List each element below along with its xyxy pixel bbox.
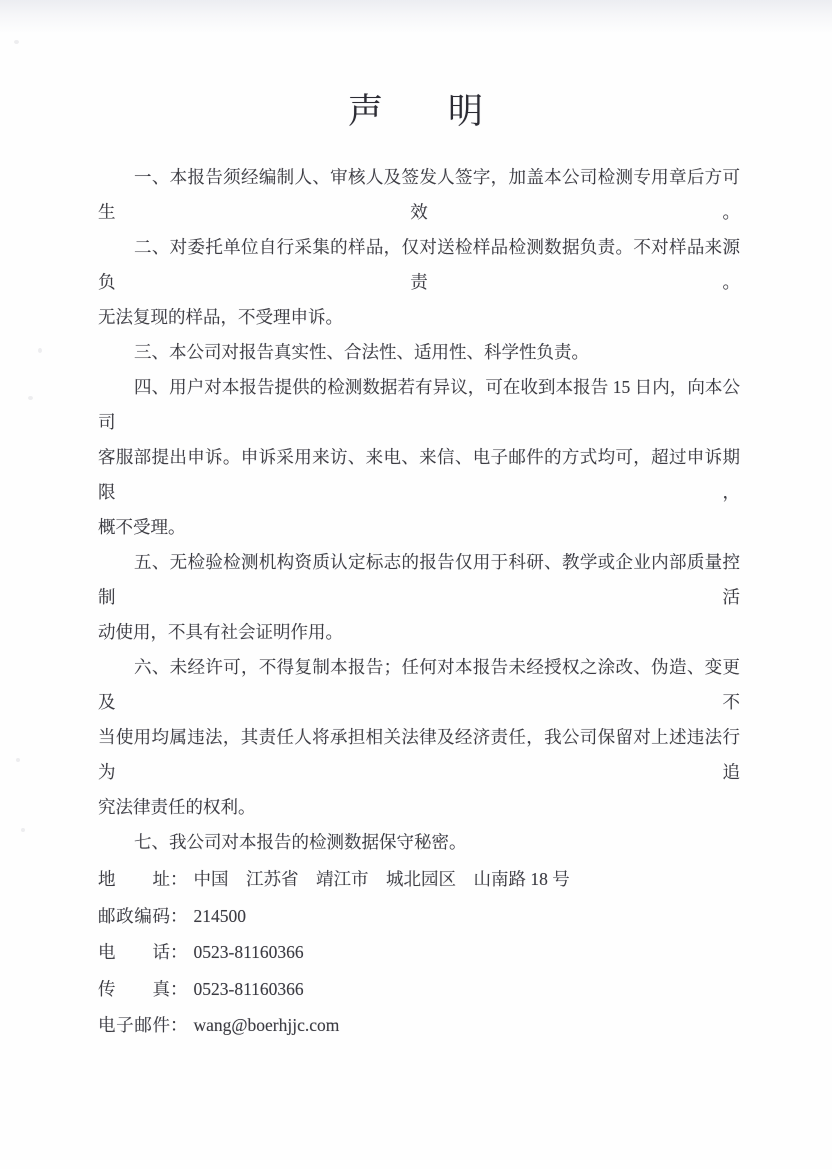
contact-value: 0523-81160366	[193, 978, 304, 999]
declaration-line: 客服部提出申诉。申诉采用来访、来电、来信、电子邮件的方式均可，超过申诉期限，	[98, 447, 740, 502]
contact-info	[98, 861, 740, 1044]
contact-row-email	[98, 1007, 740, 1044]
scan-artifact	[14, 40, 19, 44]
declaration-line: 概不受理。	[98, 517, 186, 537]
declaration-line: 当使用均属违法，其责任人将承担相关法律及经济责任，我公司保留对上述违法行为追	[98, 727, 740, 782]
contact-label: 电话	[98, 942, 170, 962]
scan-artifact	[28, 396, 33, 400]
declaration-body	[98, 160, 740, 860]
contact-value: 0523-81160366	[193, 942, 304, 962]
contact-colon: ：	[170, 1015, 188, 1035]
declaration-line: 三、本公司对报告真实性、合法性、适用性、科学性负责。	[134, 342, 589, 362]
declaration-line: 七、我公司对本报告的检测数据保守秘密。	[134, 832, 467, 852]
scan-noise-band	[0, 0, 832, 34]
contact-row-fax	[98, 971, 740, 1008]
declaration-line: 五、无检验检测机构资质认定标志的报告仅用于科研、教学或企业内部质量控制活	[98, 552, 740, 607]
declaration-line: 四、用户对本报告提供的检测数据若有异议，可在收到本报告 15 日内，向本公司	[98, 377, 740, 432]
scan-artifact	[16, 758, 20, 762]
contact-row-address	[98, 861, 740, 898]
scan-artifact	[38, 348, 42, 353]
contact-value: 中国 江苏省 靖江市 城北园区 山南路 18 号	[193, 869, 570, 889]
contact-value: wang@boerhjjc.com	[193, 1015, 340, 1035]
contact-colon: ：	[170, 942, 188, 962]
contact-colon: ：	[170, 905, 188, 926]
contact-label: 传真	[98, 978, 170, 999]
declaration-line: 动使用，不具有社会证明作用。	[98, 622, 343, 642]
declaration-line: 究法律责任的权利。	[98, 797, 256, 817]
declaration-line: 无法复现的样品，不受理申诉。	[98, 307, 343, 327]
contact-label: 电子邮件	[98, 1015, 170, 1035]
page-title-char: 明	[448, 92, 485, 131]
contact-row-postcode	[98, 898, 740, 935]
page-title-char: 声	[347, 92, 384, 131]
contact-row-phone	[98, 934, 740, 971]
page-title	[0, 92, 832, 132]
contact-label: 地址	[98, 869, 170, 889]
declaration-line: 六、未经许可，不得复制本报告；任何对本报告未经授权之涂改、伪造、变更及不	[98, 657, 740, 712]
declaration-line: 一、本报告须经编制人、审核人及签发人签字，加盖本公司检测专用章后方可生效。	[98, 167, 740, 222]
declaration-line: 二、对委托单位自行采集的样品，仅对送检样品检测数据负责。不对样品来源负责。	[98, 237, 740, 292]
contact-colon: ：	[170, 869, 188, 889]
contact-value: 214500	[193, 905, 246, 926]
contact-label: 邮政编码	[98, 905, 170, 926]
contact-colon: ：	[170, 978, 188, 999]
scan-artifact	[21, 828, 25, 832]
